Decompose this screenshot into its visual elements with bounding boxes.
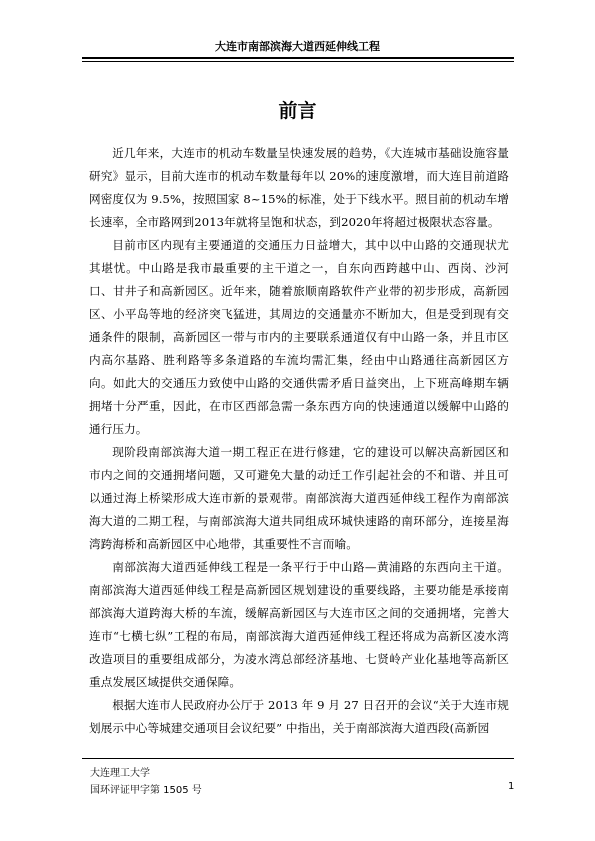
- page-number: 1: [508, 781, 515, 792]
- paragraph-4: 南部滨海大道西延伸线工程是一条平行于中山路—黄浦路的东西向主干道。南部滨海大道西延伸线工程是高新园区规划建设的重要线路，主要功能是承接南部滨海大道跨海大桥的车流，缓解高新园区与大连市区之间的交通拥堵，完善大连市“七横七纵”工程的布局，南部滨海大道西延伸线工程还将成为高新区凌水湾改造项目的重要组成部分，为凌水湾总部经济基地、七贤岭产业化基地等高新区重点发展区域提供交通保障。: [89, 560, 509, 689]
- paragraph-1: 近几年来，大连市的机动车数量呈快速发展的趋势，《大连城市基础设施容量研究》显示，目前大连市的机动车数量每年以 20%的速度激增，而大连目前道路网密度仅为 9.5%，按照国家 8~15%的标准，处于下线水平。照目前的机动车增长速率，全市路网到2013年就将呈饱和状态，到2020年将超过极限状态容量。: [89, 146, 509, 229]
- paragraph-2: 目前市区内现有主要通道的交通压力日益增大，其中以中山路的交通现状尤其堪忧。中山路是我市最重要的主干道之一，自东向西跨越中山、西岗、沙河口、甘井子和高新园区。近年来，随着旅顺南路软件产业带的初步形成，高新园区、小平岛等地的经济突飞猛进，其周边的交通量亦不断加大，但是受到现有交通条件的限制，高新园区一带与市内的主要联系通道仅有中山路一条，并且市区内高尔基路、胜利路等多条道路的车流均需汇集，经由中山路通往高新园区方向。如此大的交通压力致使中山路的交通供需矛盾日益突出，上下班高峰期车辆拥堵十分严重，因此，在市区西部急需一条东西方向的快速通道以缓解中山路的通行压力。: [89, 238, 509, 436]
- body-text: [89, 142, 509, 740]
- footer-organization: 大连理工大学: [90, 768, 150, 779]
- paragraph-3: 现阶段南部滨海大道一期工程正在进行修建，它的建设可以解决高新园区和市内之间的交通拥堵问题，又可避免大量的动迁工作引起社会的不和谐、并且可以通过海上桥梁形成大连市新的景观带。南部滨海大道西延伸线工程作为南部滨海大道的二期工程，与南部滨海大道共同组成环城快速路的南环部分，连接星海湾跨海桥和高新园区中心地带，其重要性不言而喻。: [89, 445, 509, 551]
- header-rule-thin: [82, 61, 514, 62]
- footer-rule: [82, 758, 514, 759]
- header-rule-thick: [82, 57, 514, 59]
- running-header-title: 大连市南部滨海大道西延伸线工程: [215, 40, 380, 53]
- paragraph-5: 根据大连市人民政府办公厅于 2013 年 9 月 27 日召开的会议“关于大连市规划展示中心等城建交通项目会议纪要” 中指出，关于南部滨海大道西段(高新园: [89, 698, 509, 735]
- page-title: 前言: [278, 100, 317, 122]
- footer-certificate-number: 国环评证甲字第 1505 号: [90, 785, 202, 796]
